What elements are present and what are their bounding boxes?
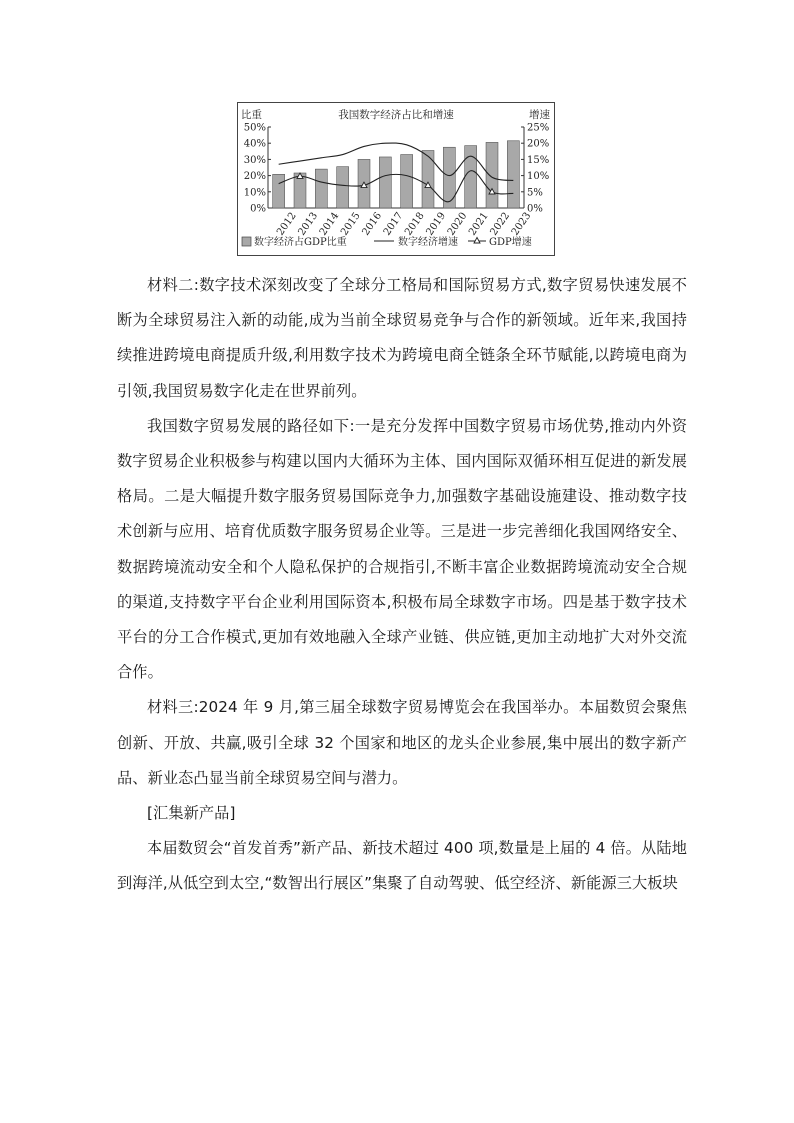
- gdp-growth-line: [279, 171, 514, 202]
- bar: [401, 155, 413, 208]
- right-tick-label: 15%: [527, 154, 550, 166]
- chart-axes: [268, 127, 524, 208]
- x-tick-label: 2012: [275, 210, 299, 238]
- bar: [507, 141, 519, 208]
- x-tick-label: 2017: [381, 210, 406, 238]
- chart-svg: [238, 103, 554, 255]
- bar: [379, 157, 391, 208]
- left-tick-label: 0%: [250, 203, 266, 215]
- bar: [273, 174, 285, 208]
- legend-bar-swatch: [242, 237, 251, 246]
- paragraph-material-three: 材料三:2024 年 9 月,第三届全球数字贸易博览会在我国举办。本届数贸会聚焦创新、开放、共赢,吸引全球 32 个国家和地区的龙头企业参展,集中展出的数字新产品、新业态凸显当前全球贸易空间与潜力。: [117, 698, 687, 787]
- x-tick-label: 2023: [509, 210, 534, 238]
- x-tick-label: 2013: [296, 210, 321, 238]
- x-tick-label: 2020: [445, 210, 470, 238]
- x-tick-label: 2014: [317, 210, 342, 238]
- line-series: [279, 143, 514, 202]
- right-tick-label: 10%: [527, 171, 550, 183]
- bar: [422, 150, 434, 208]
- legend-marker-swatch: [474, 238, 480, 244]
- right-axis-label: 增速: [529, 109, 550, 121]
- right-tick-label: 25%: [527, 122, 550, 134]
- left-tick-label: 30%: [243, 154, 266, 166]
- x-tick-label: 2022: [488, 210, 513, 238]
- bar: [443, 147, 455, 208]
- paragraph-material-two: 材料二:数字技术深刻改变了全球分工格局和国际贸易方式,数字贸易快速发展不断为全球贸易注入新的动能,成为当前全球贸易竞争与合作的新领域。近年来,我国持续推进跨境电商提质升级,利用数字技术为跨境电商全链条全环节赋能,以跨境电商为引领,我国贸易数字化走在世界前列。: [117, 276, 687, 400]
- bar: [465, 146, 477, 208]
- right-tick-label: 5%: [527, 187, 543, 199]
- x-tick-label: 2021: [467, 210, 491, 238]
- chart-title: 我国数字经济占比和增速: [338, 109, 454, 121]
- left-tick-label: 20%: [243, 171, 266, 183]
- section-heading-new-products: [汇集新产品]: [147, 804, 236, 823]
- paragraph-trade-path: 我国数字贸易发展的路径如下:一是充分发挥中国数字贸易市场优势,推动内外资数字贸易企业积极参与构建以国内大循环为主体、国内国际双循环相互促进的新发展格局。二是大幅提升数字服务贸易国际竞争力,加强数字基础设施建设、推动数字技术创新与应用、培育优质数字服务贸易企业等。三是进一步完善细化我国网络安全、数据跨境流动安全和个人隐私保护的合规指引,不断丰富企业数据跨境流动安全合规的渠道,支持数字平台企业利用国际资本,积极布局全球数字市场。四是基于数字技术平台的分工合作模式,更加有效地融入全球产业链、供应链,更加主动地扩大对外交流合作。: [117, 416, 687, 682]
- article-body: [117, 268, 687, 902]
- bar: [486, 142, 498, 208]
- legend-label-line: 数字经济增速: [398, 237, 458, 248]
- bar: [337, 167, 349, 208]
- right-tick-label: 20%: [527, 138, 550, 150]
- bar: [315, 169, 327, 208]
- left-tick-label: 40%: [243, 138, 266, 150]
- chart-legend: [242, 235, 532, 248]
- x-tick-label: 2016: [360, 210, 385, 238]
- right-tick-label: 0%: [527, 203, 543, 215]
- x-tick-label: 2019: [424, 210, 449, 238]
- paragraph-new-products: 本届数贸会“首发首秀”新产品、新技术超过 400 项,数量是上届的 4 倍。从陆地到海洋,从低空到太空,“数智出行展区”集聚了自动驾驶、低空经济、新能源三大板块: [117, 839, 687, 893]
- left-tick-label: 50%: [243, 122, 266, 134]
- x-tick-label: 2015: [339, 210, 363, 238]
- legend-label-marker: GDP增速: [489, 237, 532, 248]
- left-tick-label: 10%: [243, 187, 266, 199]
- chart-figure: [237, 102, 555, 256]
- left-axis-label: 比重: [241, 109, 262, 121]
- legend-label-bar: 数字经济占GDP比重: [254, 237, 347, 248]
- x-tick-label: 2018: [403, 210, 427, 238]
